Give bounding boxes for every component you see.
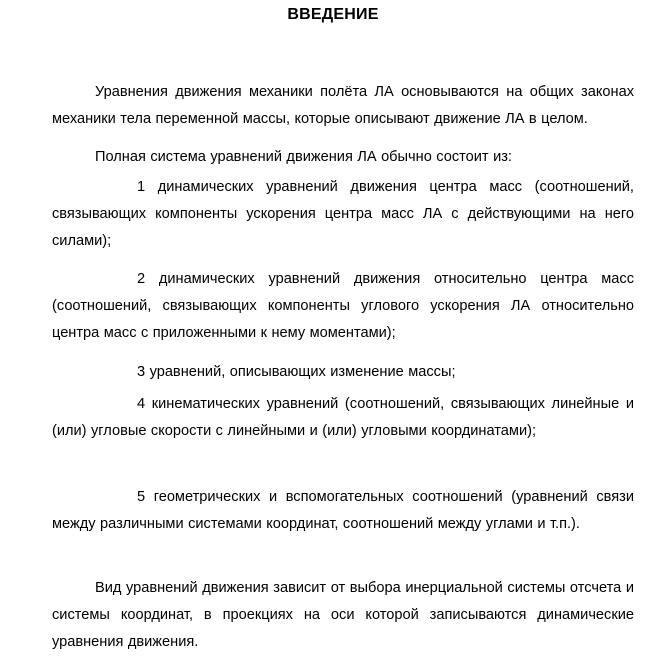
paragraph-intro: Уравнения движения механики полёта ЛА основываются на общих законах механики тела переменной массы, которые описывают движение ЛА в целом.: [52, 84, 634, 128]
page-title: ВВЕДЕНИЕ: [287, 6, 379, 23]
list-item-3: 3 уравнений, описывающих изменение массы;: [137, 364, 456, 380]
list-item-5: 5 геометрических и вспомогательных соотношений (уравнений связи между различными системами координат, соотношений между углами и т.п.).: [52, 489, 634, 533]
paragraph-system-lead: Полная система уравнений движения ЛА обычно состоит из:: [95, 149, 512, 165]
list-item-1: 1 динамических уравнений движения центра масс (соотношений, связывающих компоненты ускорения центра масс ЛА с действующими на него силами);: [52, 179, 634, 250]
list-item-2: 2 динамических уравнений движения относительно центра масс (соотношений, связывающих компоненты углового ускорения ЛА относительно центра масс с приложенными к нему моментами);: [52, 271, 634, 342]
list-item-4: 4 кинематических уравнений (соотношений, связывающих линейные и (или) угловые скорости с линейными и (или) угловыми координатами);: [52, 396, 634, 440]
paragraph-conclusion: Вид уравнений движения зависит от выбора инерциальной системы отсчета и системы координат, в проекциях на оси которой записываются динамические уравнения движения.: [52, 580, 634, 651]
